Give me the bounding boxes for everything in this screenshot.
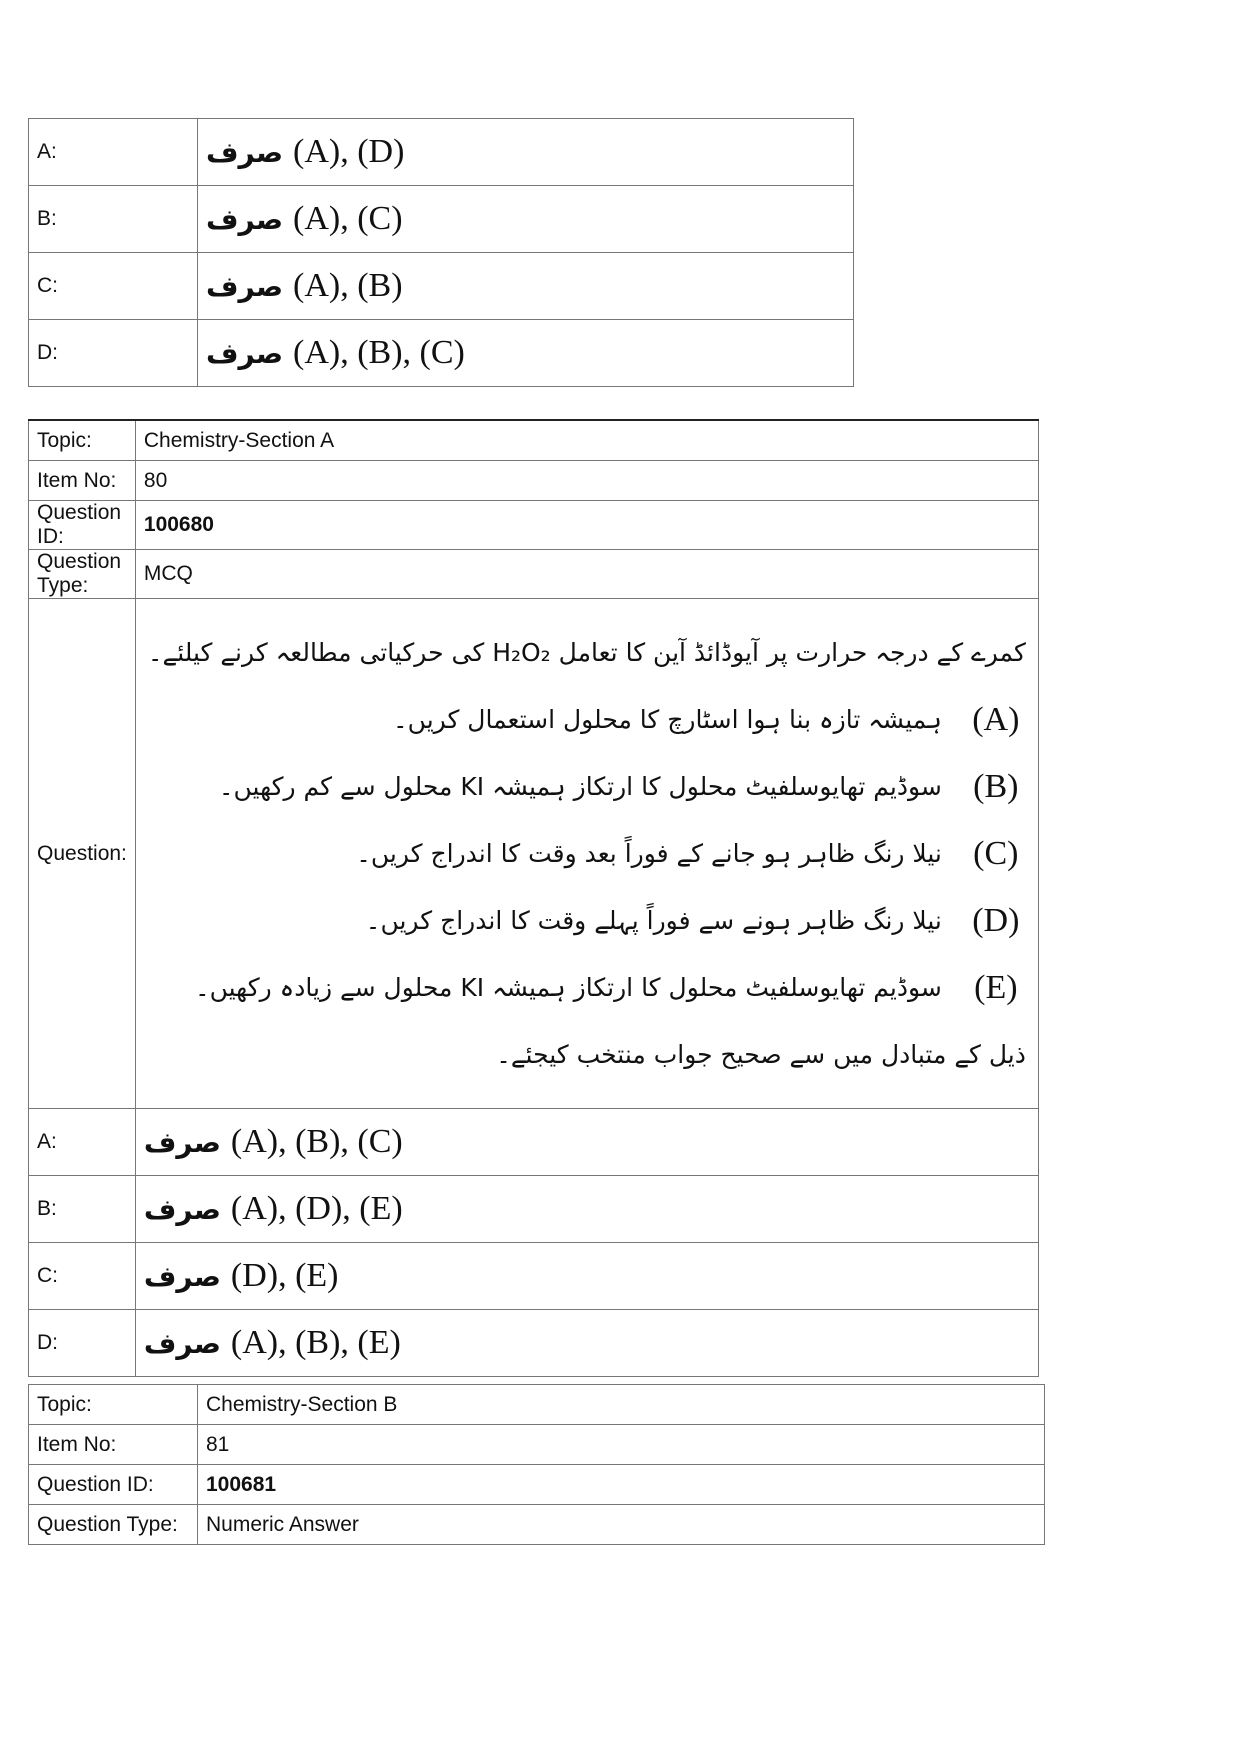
statement-label: (C) (973, 834, 1019, 872)
option-prefix: صرف (206, 202, 283, 236)
question-type-row (29, 1505, 1045, 1545)
question-type-label: Question Type: (29, 550, 136, 599)
option-text: (A), (D) (293, 133, 405, 170)
option-label: D: (29, 1310, 136, 1377)
question-id-row (29, 1465, 1045, 1505)
option-prefix: صرف (206, 336, 283, 370)
option-prefix: صرف (206, 269, 283, 303)
question-statement (148, 954, 1026, 1021)
option-text: (A), (B), (C) (230, 1123, 403, 1160)
statement-text: سوڈیم تھایوسلفیٹ محلول کا ارتکاز ہمیشہ KI محلول سے کم رکھیں۔ (218, 772, 942, 801)
topic-value: Chemistry-Section B (198, 1385, 1045, 1425)
option-value (198, 186, 854, 253)
question-id-row (29, 501, 1039, 550)
option-prefix: صرف (143, 1326, 221, 1360)
question-intro: کمرے کے درجہ حرارت پر آیوڈائڈ آین کا تعامل H₂O₂ کی حرکیاتی مطالعہ کرنے کیلئے۔ (147, 638, 1026, 667)
question-81-table (28, 1384, 1045, 1545)
item-no-label: Item No: (29, 1425, 198, 1465)
question-statement (148, 686, 1026, 753)
item-no-value: 80 (135, 461, 1038, 501)
statement-text: نیلا رنگ ظاہر ہو جانے کے فوراً بعد وقت کا اندراج کریں۔ (356, 839, 942, 868)
option-row (29, 253, 854, 320)
option-text: (A), (C) (293, 200, 403, 237)
item-no-row (29, 1425, 1045, 1465)
option-label: A: (29, 1109, 136, 1176)
question-type-value: Numeric Answer (198, 1505, 1045, 1545)
option-label: C: (29, 253, 198, 320)
question-statement (148, 887, 1026, 954)
option-row (29, 1109, 1039, 1176)
option-prefix: صرف (143, 1259, 221, 1293)
question-type-label: Question Type: (29, 1505, 198, 1545)
option-label: D: (29, 320, 198, 387)
option-text: (A), (B), (E) (230, 1324, 401, 1361)
option-text: (A), (D), (E) (230, 1190, 403, 1227)
option-value (198, 253, 854, 320)
option-row (29, 1176, 1039, 1243)
option-text: (A), (B), (C) (293, 334, 465, 371)
option-value (135, 1109, 1038, 1176)
option-value (135, 1310, 1038, 1377)
option-prefix: صرف (206, 135, 283, 169)
question-statement (148, 820, 1026, 887)
topic-row (29, 420, 1039, 461)
question-statement (148, 753, 1026, 820)
item-no-label: Item No: (29, 461, 136, 501)
question-type-row (29, 550, 1039, 599)
item-no-value: 81 (198, 1425, 1045, 1465)
statement-label: (D) (972, 901, 1020, 939)
question-id-value: 100680 (135, 501, 1038, 550)
question-row (29, 599, 1039, 1109)
option-value (198, 119, 854, 186)
statement-text: سوڈیم تھایوسلفیٹ محلول کا ارتکاز ہمیشہ KI محلول سے زیادہ رکھیں۔ (194, 973, 942, 1002)
option-label: A: (29, 119, 198, 186)
option-text: (D), (E) (230, 1257, 339, 1294)
statement-text: ہمیشہ تازہ بنا ہوا اسٹارچ کا محلول استعمال کریں۔ (393, 705, 942, 734)
option-row (29, 1243, 1039, 1310)
question-80-table (28, 419, 1039, 1377)
question-outro: ذیل کے متبادل میں سے صحیح جواب منتخب کیجئے۔ (496, 1040, 1026, 1069)
statement-label: (B) (973, 767, 1019, 805)
question-id-label: Question ID: (29, 501, 136, 550)
option-label: B: (29, 186, 198, 253)
option-row (29, 320, 854, 387)
option-prefix: صرف (143, 1125, 221, 1159)
option-prefix: صرف (143, 1192, 221, 1226)
option-row (29, 119, 854, 186)
option-value (135, 1243, 1038, 1310)
option-label: B: (29, 1176, 136, 1243)
statement-text: نیلا رنگ ظاہر ہونے سے فوراً پہلے وقت کا اندراج کریں۔ (365, 906, 942, 935)
statement-label: (E) (974, 968, 1018, 1006)
topic-label: Topic: (29, 1385, 198, 1425)
question-type-value: MCQ (135, 550, 1038, 599)
option-row (29, 186, 854, 253)
question-label: Question: (29, 599, 136, 1109)
option-text: (A), (B) (293, 267, 403, 304)
option-label: C: (29, 1243, 136, 1310)
previous-question-options-table (28, 118, 854, 387)
item-no-row (29, 461, 1039, 501)
question-body (135, 599, 1038, 1109)
option-row (29, 1310, 1039, 1377)
topic-label: Topic: (29, 420, 136, 461)
question-id-value: 100681 (198, 1465, 1045, 1505)
statement-label: (A) (972, 700, 1020, 738)
option-value (135, 1176, 1038, 1243)
topic-value: Chemistry-Section A (135, 420, 1038, 461)
option-value (198, 320, 854, 387)
topic-row (29, 1385, 1045, 1425)
question-id-label: Question ID: (29, 1465, 198, 1505)
